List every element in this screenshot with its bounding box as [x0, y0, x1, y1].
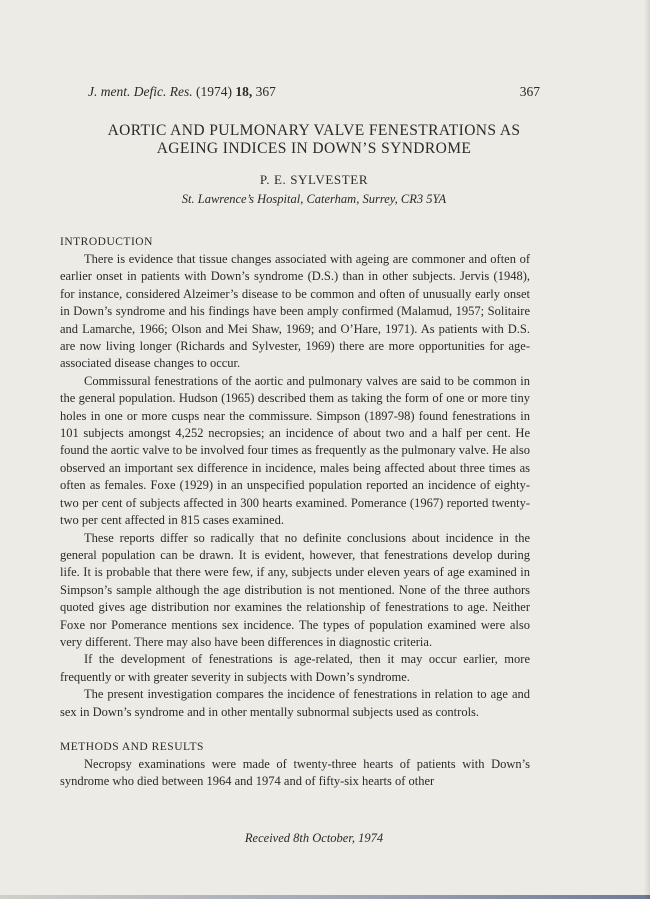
page-number: 367 [519, 84, 540, 99]
author-affiliation: St. Lawrence’s Hospital, Caterham, Surrey, CR3 5YA [181, 192, 447, 206]
scan-edge [0, 895, 650, 899]
paragraph: There is evidence that tissue changes associated with ageing are commoner and often of earlier onset in patients with Down’s syndrome (D.S.) than in other subjects. Jervis (1948), for instance, considered Alzeimer’s disease to be common and often of unusually early onset in Down’s syndrome and his findings have been amply confirmed (Malamud, 1957; Solitaire and Lamarche, 1966; Olson and Mei Shaw, 1969; and O’Hare, 1971). As patients with D.S. are now living longer (Richards and Sylvester, 1969) there are more opportunities for age-associated disease changes to occur. [60, 252, 530, 371]
section-heading-methods: METHODS AND RESULTS [60, 741, 204, 753]
paragraph: Necropsy examinations were made of twenty-three hearts of patients with Down’s syndrome who died between 1964 and 1974 and of fifty-six hearts of other [60, 757, 530, 789]
title-line-1: AORTIC AND PULMONARY VALVE FENESTRATIONS AS [107, 122, 521, 139]
article-title [60, 122, 568, 158]
title-line-2: AGEING INDICES IN DOWN’S SYNDROME [156, 140, 472, 157]
running-header [88, 84, 540, 100]
paragraph: The present investigation compares the incidence of fenestrations in relation to age and sex in Down’s syndrome and in other mentally subnormal subjects used as controls. [60, 687, 530, 719]
journal-citation: J. ment. Defic. Res. (1974) 18, 367 [88, 84, 276, 99]
volume-number: 18, [235, 84, 253, 99]
paragraph: These reports differ so radically that no definite conclusions about incidence in the general population can be drawn. It is evident, however, that fenestrations develop during life. It is probable that there were few, if any, subjects under eleven years of age examined in Simpson’s sample although the age distribution is not mentioned. None of the three authors quoted gives age distribution nor examines the relationship of fenestrations to age. Neither Foxe nor Pomerance mentions sex incidence. The types of population examined were also very different. There may also have been differences in diagnostic criteria. [60, 530, 530, 649]
paragraph: If the development of fenestrations is age-related, then it may occur earlier, more frequently or with greater severity in subjects with Down’s syndrome. [60, 652, 530, 684]
author-name: P. E. SYLVESTER [259, 172, 369, 187]
methods-body [60, 756, 530, 791]
introduction-body [60, 251, 530, 721]
section-heading-introduction: INTRODUCTION [60, 236, 153, 248]
received-date: Received 8th October, 1974 [244, 831, 384, 845]
paragraph: Commissural fenestrations of the aortic and pulmonary valves are said to be common in the general population. Hudson (1965) described them as taking the form of one or more tiny holes in one or more cusps near the commissure. Simpson (1897-98) found fenestrations in 101 subjects amongst 4,252 necropsies; an incidence of about two and a half per cent. He found the aortic valve to be involved four times as frequently as the pulmonary valve. He also observed an important sex difference in incidence, males being affected about three times as often as females. Foxe (1929) in an unspecified population reported an incidence of eighty-two per cent of subjects affected in 300 hearts examined. Pomerance (1967) reported twenty-two per cent affected in 815 cases examined. [60, 373, 530, 528]
